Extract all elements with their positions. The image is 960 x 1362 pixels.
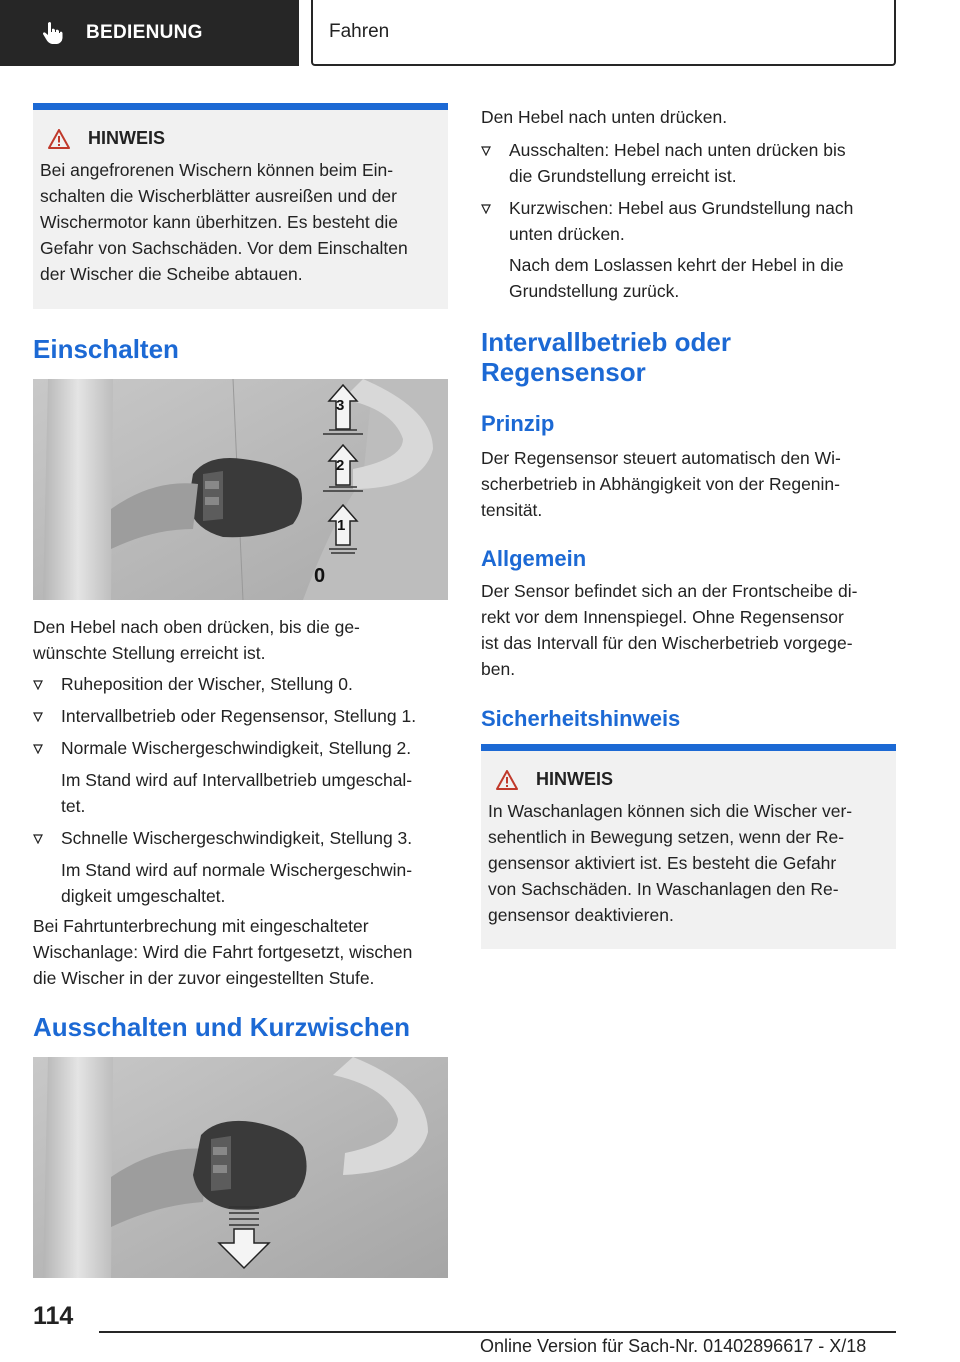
hand-pointer-icon (40, 20, 66, 46)
section-tab (0, 0, 299, 66)
list-item-position-2: Normale Wischergeschwindigkeit, Stellung 2. (33, 735, 453, 761)
list-item-ausschalten: Ausschalten: Hebel nach unten drücken bis die Grundstellung erreicht ist. (481, 137, 896, 189)
notice-box-frost (33, 103, 448, 309)
prinzip-paragraph: Der Regensensor steuert automatisch den Wi- scherbetrieb in Abhängigkeit von der Regenin- tensität. (481, 448, 841, 520)
notice-body: Bei angefrorenen Wischern können beim Ein- schalten die Wischerblätter ausreißen und der Wischermotor kann überhitzen. Es besteht die Gefahr von Sachschäden. Vor dem Einschalten der Wischer die Scheibe abtauen. (40, 160, 408, 284)
footer-divider (99, 1331, 896, 1333)
position-label-3: 3 (336, 397, 345, 414)
page-header (0, 0, 960, 66)
warning-icon (496, 770, 518, 790)
kurzwischen-note: Nach dem Loslassen kehrt der Hebel in die Grundstellung zurück. (509, 255, 844, 301)
warning-icon (48, 129, 70, 149)
list-item-position-3: Schnelle Wischergeschwindigkeit, Stellung 3. (33, 825, 453, 851)
wiper-lever-illustration (33, 379, 448, 600)
notice-title: HINWEIS (48, 128, 440, 149)
triangle-bullet-icon (33, 680, 43, 690)
triangle-bullet-icon (33, 744, 43, 754)
notice-body: In Waschanlagen können sich die Wischer ver- sehentlich in Bewegung setzen, wenn der Re- gensensor aktiviert ist. Es besteht die Gefahr von Sachschäden. In Waschanlagen den Re- gensensor deaktivieren. (488, 801, 853, 925)
chapter-tab (311, 0, 896, 66)
triangle-bullet-icon (481, 204, 491, 214)
list-item-position-0: Ruheposition der Wischer, Stellung 0. (33, 671, 453, 697)
triangle-bullet-icon (33, 712, 43, 722)
online-version-text: Online Version für Sach-Nr. 01402896617 - X/18 (480, 1336, 867, 1356)
figure-wiper-lever-down (33, 1057, 448, 1278)
triangle-bullet-icon (33, 834, 43, 844)
allgemein-paragraph: Der Sensor befindet sich an der Frontscheibe di- rekt vor dem Innenspiegel. Ohne Regensensor ist das Intervall für den Wischerbetrieb vorgege- ben. (481, 581, 858, 679)
heading-intervallbetrieb: Intervallbetrieb oder Regensensor (481, 327, 731, 387)
list-item-position-1: Intervallbetrieb oder Regensensor, Stellung 1. (33, 703, 453, 729)
notice-title: HINWEIS (496, 769, 888, 790)
interruption-paragraph: Bei Fahrtunterbrechung mit eingeschalteter Wischanlage: Wird die Fahrt fortgesetzt, wischen die Wischer in der zuvor eingestellten Stufe. (33, 916, 413, 988)
subheading-allgemein: Allgemein (481, 546, 587, 571)
section-label: BEDIENUNG (86, 22, 203, 43)
heading-ausschalten: Ausschalten und Kurzwischen (33, 1012, 411, 1042)
position-label-0: 0 (314, 565, 326, 587)
position-label-2: 2 (336, 457, 345, 474)
intro-paragraph-up: Den Hebel nach oben drücken, bis die ge- wünschte Stellung erreicht ist. (33, 617, 360, 663)
position-3-note: Im Stand wird auf normale Wischergeschwin- digkeit umgeschaltet. (61, 860, 413, 906)
position-2-note: Im Stand wird auf Intervallbetrieb umgeschal- tet. (61, 770, 413, 816)
figure-wiper-lever-up (33, 379, 448, 600)
subheading-sicherheitshinweis: Sicherheitshinweis (481, 706, 681, 731)
subheading-prinzip: Prinzip (481, 411, 555, 436)
heading-einschalten: Einschalten (33, 334, 179, 364)
intro-paragraph-down: Den Hebel nach unten drücken. (481, 107, 728, 127)
triangle-bullet-icon (481, 146, 491, 156)
page-number: 114 (33, 1302, 74, 1330)
wiper-lever-down-illustration (33, 1057, 448, 1278)
position-label-1: 1 (337, 517, 346, 534)
chapter-label: Fahren (329, 21, 390, 42)
notice-box-car-wash (481, 744, 896, 949)
list-item-kurzwischen: Kurzwischen: Hebel aus Grundstellung nach unten drücken. (481, 195, 896, 247)
